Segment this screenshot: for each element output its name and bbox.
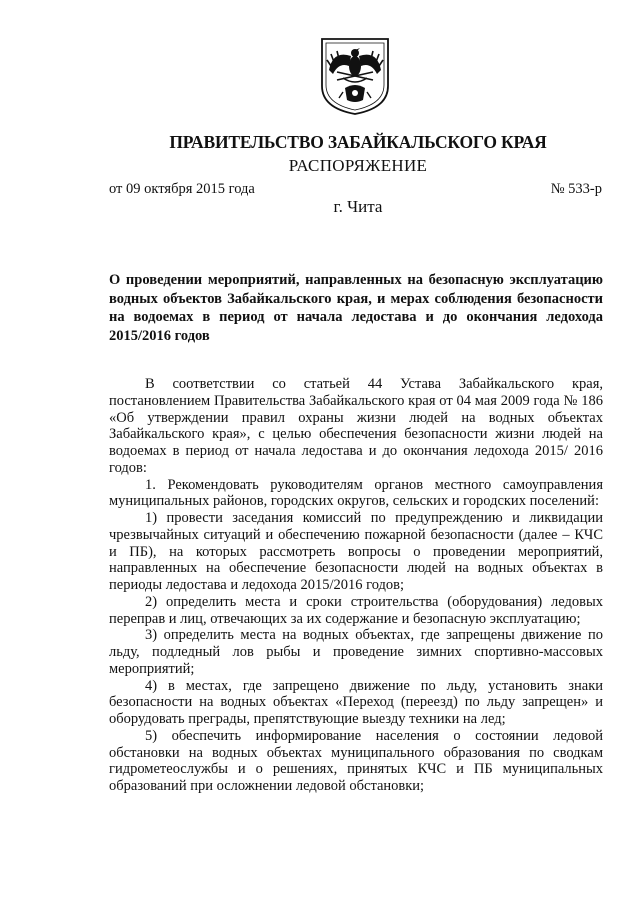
paragraph-subitem-4: 4) в местах, где запрещено движение по льду, установить знаки безопасности на водных объектах «Переход (переезд) по льду запрещен» и оборудовать преграды, препятствующие выезду техники на лед; bbox=[109, 677, 603, 727]
paragraph-item-1: 1. Рекомендовать руководителям органов местного самоуправления муниципальных районов, городских округов, сельских и городских поселений: bbox=[109, 476, 603, 510]
paragraph-subitem-5: 5) обеспечить информирование населения о состоянии ледовой обстановки на водных объектах муниципального образования по сводкам гидрометеослужбы и о решениях, принятых КЧС и ПБ муниципальных образований при осложнении ледовой обстановки; bbox=[109, 727, 603, 794]
paragraph-subitem-1: 1) провести заседания комиссий по предупреждению и ликвидации чрезвычайных ситуаций и обеспечению пожарной безопасности (далее – КЧС и ПБ), на которых рассмотреть вопросы о проведении мероприятий, направленных на обеспечение безопасности людей на водных объектах в периоды ледостава и ледохода 2015/2016 годов; bbox=[109, 510, 603, 593]
coat-of-arms-icon bbox=[319, 36, 391, 116]
organization-title: ПРАВИТЕЛЬСТВО ЗАБАЙКАЛЬСКОГО КРАЯ bbox=[169, 132, 547, 152]
paragraph-subitem-3: 3) определить места на водных объектах, где запрещены движение по льду, подледный лов рыбы и проведение зимних спортивно-массовых мероприятий; bbox=[109, 627, 603, 677]
document-type: РАСПОРЯЖЕНИЕ bbox=[288, 156, 428, 175]
paragraph-subitem-2: 2) определить места и сроки строительства (оборудования) ледовых переправ и лиц, отвечающих за их содержание и безопасную эксплуатацию; bbox=[109, 593, 603, 627]
document-date: от 09 октября 2015 года bbox=[109, 181, 255, 197]
document-city: г. Чита bbox=[333, 197, 383, 216]
document-number: № 533-р bbox=[550, 181, 602, 197]
paragraph-preamble: В соответствии со статьей 44 Устава Забайкальского края, постановлением Правительства Забайкальского края от 04 мая 2009 года № 186 «Об утверждении правил охраны жизни людей на водных объектах Забайкальского края», с целью обеспечения безопасности жизни людей на водоемах в период от начала ледостава и до окончания ледохода 2015/ 2016 годов: bbox=[109, 376, 603, 476]
document-subject: О проведении мероприятий, направленных на безопасную эксплуатацию водных объектов Забайкальского края, и мерах соблюдения безопасности на водоемах в период от начала ледостава и до окончания ледохода 2015/2016 годов bbox=[109, 272, 603, 344]
document-body bbox=[109, 376, 603, 795]
